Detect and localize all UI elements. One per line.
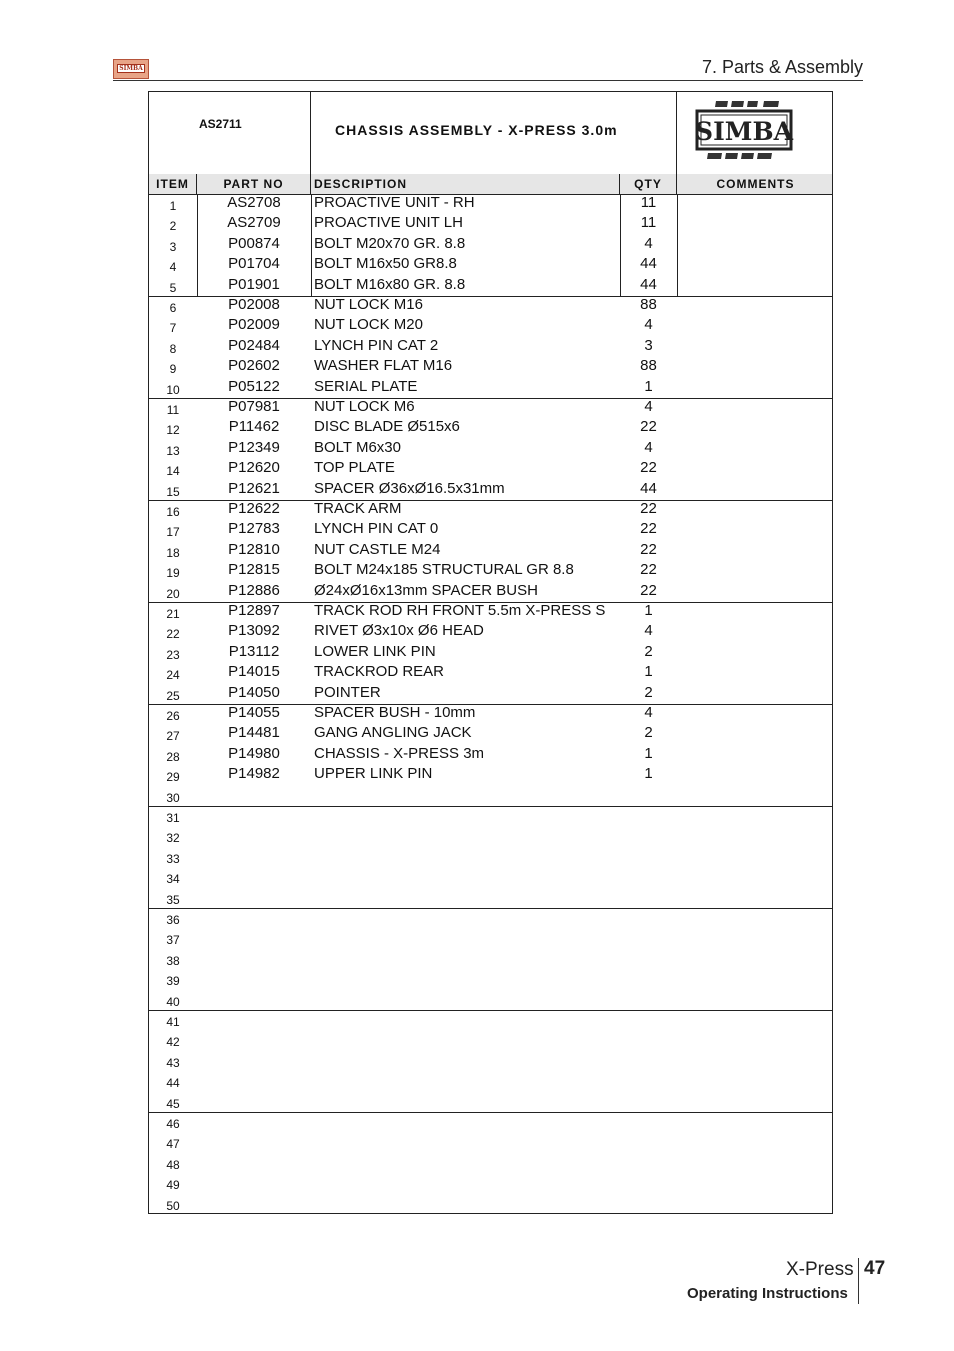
table-row xyxy=(149,1132,832,1152)
item-number: 30 xyxy=(166,790,180,805)
part-description: NUT CASTLE M24 xyxy=(314,540,441,558)
part-number: P11462 xyxy=(228,418,280,436)
header-rule xyxy=(113,80,863,81)
part-description xyxy=(314,1153,619,1173)
table-row xyxy=(149,439,832,459)
part-number: P07981 xyxy=(228,398,280,415)
table-row xyxy=(149,520,832,540)
table-row xyxy=(149,806,832,826)
table-row xyxy=(149,908,832,928)
quantity xyxy=(620,928,677,948)
item-number: 22 xyxy=(166,627,180,642)
part-description: BOLT M6x30 xyxy=(314,438,401,456)
quantity xyxy=(620,786,677,806)
table-row xyxy=(149,643,832,663)
part-description: TRACK ARM xyxy=(314,500,402,517)
part-number xyxy=(197,1173,311,1193)
table-row xyxy=(149,276,832,296)
quantity: 88 xyxy=(640,296,657,313)
quantity xyxy=(620,847,677,867)
part-number xyxy=(197,786,311,806)
assembly-number: AS2711 xyxy=(199,117,242,131)
item-number: 10 xyxy=(166,382,180,397)
part-number: P13092 xyxy=(228,622,280,640)
quantity: 3 xyxy=(644,336,653,354)
part-description: BOLT M16x50 GR8.8 xyxy=(314,255,457,273)
table-row xyxy=(149,235,832,255)
table-row xyxy=(149,1010,832,1030)
part-description: SERIAL PLATE xyxy=(314,377,418,395)
quantity: 2 xyxy=(644,642,653,660)
table-row xyxy=(149,1051,832,1071)
table-row xyxy=(149,969,832,989)
quantity: 22 xyxy=(640,500,657,517)
quantity: 1 xyxy=(644,602,653,619)
part-description: NUT LOCK M16 xyxy=(314,296,423,313)
table-row xyxy=(149,541,832,561)
part-number xyxy=(197,1132,311,1152)
table-row xyxy=(149,500,832,520)
parts-sheet xyxy=(148,91,833,1214)
table-row xyxy=(149,724,832,744)
table-row xyxy=(149,378,832,398)
table-row xyxy=(149,704,832,724)
table-row xyxy=(149,826,832,846)
item-number: 49 xyxy=(166,1178,180,1193)
header-logo-text: SIMBA xyxy=(117,64,145,73)
part-number: P12622 xyxy=(228,500,280,517)
part-description: BOLT M16x80 GR. 8.8 xyxy=(314,275,466,293)
part-number: P02484 xyxy=(228,336,280,354)
item-number: 20 xyxy=(166,586,180,601)
part-number xyxy=(197,1194,311,1214)
item-number: 23 xyxy=(166,647,180,662)
footer-product: X-Press xyxy=(786,1259,854,1280)
part-description xyxy=(314,1132,619,1152)
item-number: 4 xyxy=(169,260,177,275)
table-row xyxy=(149,684,832,704)
part-description: RIVET Ø3x10x Ø6 HEAD xyxy=(314,622,484,640)
item-number: 16 xyxy=(166,505,180,519)
table-row xyxy=(149,561,832,581)
assembly-title: CHASSIS ASSEMBLY - X-PRESS 3.0m xyxy=(335,122,618,138)
part-description: PROACTIVE UNIT LH xyxy=(314,214,463,232)
title-block xyxy=(149,92,832,175)
quantity xyxy=(620,1194,677,1214)
part-number: P02009 xyxy=(228,316,280,334)
part-description xyxy=(314,847,619,867)
part-number xyxy=(197,867,311,887)
quantity: 44 xyxy=(640,255,657,273)
item-number: 32 xyxy=(166,831,180,846)
part-number: AS2709 xyxy=(227,214,281,232)
table-row xyxy=(149,480,832,500)
quantity: 2 xyxy=(644,724,653,742)
quantity xyxy=(620,867,677,887)
table-row xyxy=(149,255,832,275)
quantity xyxy=(620,1071,677,1091)
table-row xyxy=(149,622,832,642)
table-row xyxy=(149,1092,832,1112)
item-number: 46 xyxy=(166,1117,180,1131)
quantity xyxy=(620,949,677,969)
table-row xyxy=(149,928,832,948)
table-row xyxy=(149,867,832,887)
part-description: POINTER xyxy=(314,683,381,701)
part-number xyxy=(197,1010,311,1030)
quantity xyxy=(620,908,677,928)
item-number: 19 xyxy=(166,566,180,581)
quantity xyxy=(620,990,677,1010)
part-description xyxy=(314,1194,619,1214)
part-description: NUT LOCK M6 xyxy=(314,398,415,415)
quantity xyxy=(620,1153,677,1173)
part-number xyxy=(197,1030,311,1050)
quantity xyxy=(620,1112,677,1132)
part-number: P12783 xyxy=(228,520,280,538)
part-number: P02602 xyxy=(228,357,280,375)
table-row xyxy=(149,398,832,418)
part-number: P02008 xyxy=(228,296,280,313)
part-description xyxy=(314,990,619,1010)
quantity xyxy=(620,806,677,826)
item-number: 36 xyxy=(166,913,180,927)
quantity: 44 xyxy=(640,275,657,293)
item-number: 40 xyxy=(166,994,180,1009)
page-number: 47 xyxy=(864,1258,886,1279)
quantity: 11 xyxy=(640,194,657,211)
part-description: DISC BLADE Ø515x6 xyxy=(314,418,460,436)
item-number: 2 xyxy=(169,219,177,234)
part-number: P01704 xyxy=(228,255,280,273)
quantity: 1 xyxy=(644,377,653,395)
quantity: 88 xyxy=(640,357,657,375)
part-description: BOLT M24x185 STRUCTURAL GR 8.8 xyxy=(314,561,574,579)
item-number: 8 xyxy=(169,341,177,356)
item-number: 17 xyxy=(166,525,180,540)
part-description: TRACK ROD RH FRONT 5.5m X-PRESS S xyxy=(314,602,606,619)
part-description xyxy=(314,826,619,846)
item-number: 35 xyxy=(166,892,180,907)
part-description xyxy=(314,969,619,989)
item-number: 38 xyxy=(166,953,180,968)
item-number: 45 xyxy=(166,1096,180,1111)
column-description: DESCRIPTION xyxy=(311,174,620,194)
quantity: 22 xyxy=(640,418,657,436)
item-number: 33 xyxy=(166,851,180,866)
column-item: ITEM xyxy=(149,174,197,194)
part-number: P14481 xyxy=(228,724,280,742)
item-number: 37 xyxy=(166,933,180,948)
table-row xyxy=(149,418,832,438)
part-description xyxy=(314,949,619,969)
assembly-title-cell xyxy=(311,92,677,174)
part-description xyxy=(314,928,619,948)
part-description xyxy=(314,806,619,826)
quantity: 1 xyxy=(644,765,653,783)
table-row xyxy=(149,1030,832,1050)
table-row xyxy=(149,1071,832,1091)
part-number xyxy=(197,990,311,1010)
item-number: 41 xyxy=(166,1015,180,1029)
part-number: P12621 xyxy=(228,479,280,497)
part-number: P12620 xyxy=(228,459,280,477)
column-qty: QTY xyxy=(620,174,677,194)
column-part-no: PART NO xyxy=(197,174,311,194)
part-description: SPACER BUSH - 10mm xyxy=(314,704,476,721)
part-description: BOLT M20x70 GR. 8.8 xyxy=(314,234,466,252)
part-number: P12897 xyxy=(228,602,280,619)
part-number: P05122 xyxy=(228,377,280,395)
part-description: NUT LOCK M20 xyxy=(314,316,423,334)
quantity: 1 xyxy=(644,744,653,762)
quantity: 22 xyxy=(640,581,657,599)
item-number: 39 xyxy=(166,974,180,989)
quantity: 22 xyxy=(640,540,657,558)
table-row xyxy=(149,459,832,479)
quantity: 4 xyxy=(644,398,653,415)
part-description xyxy=(314,1092,619,1112)
section-title: 7. Parts & Assembly xyxy=(701,57,863,77)
table-row xyxy=(149,949,832,969)
part-description xyxy=(314,888,619,908)
item-number: 1 xyxy=(169,199,177,213)
part-number: P14055 xyxy=(228,704,280,721)
quantity: 4 xyxy=(644,438,653,456)
part-number xyxy=(197,888,311,908)
brand-text: SIMBA xyxy=(695,117,793,146)
item-number: 21 xyxy=(166,607,180,621)
item-number: 28 xyxy=(166,749,180,764)
table-row xyxy=(149,602,832,622)
part-number xyxy=(197,826,311,846)
part-number: P14015 xyxy=(228,663,280,681)
table-row xyxy=(149,745,832,765)
header-logo xyxy=(113,59,149,79)
item-number: 13 xyxy=(166,443,180,458)
part-description xyxy=(314,908,619,928)
item-number: 15 xyxy=(166,484,180,499)
item-number: 44 xyxy=(166,1076,180,1091)
part-number xyxy=(197,969,311,989)
quantity xyxy=(620,1173,677,1193)
part-description xyxy=(314,786,619,806)
table-row xyxy=(149,214,832,234)
assembly-number-cell xyxy=(149,92,311,174)
part-number: P00874 xyxy=(228,234,280,252)
item-number: 24 xyxy=(166,668,180,683)
part-description: LYNCH PIN CAT 0 xyxy=(314,520,439,538)
part-number xyxy=(197,806,311,826)
table-row xyxy=(149,765,832,785)
quantity: 11 xyxy=(640,214,657,232)
item-number: 14 xyxy=(166,464,180,479)
quantity: 22 xyxy=(640,520,657,538)
item-number: 11 xyxy=(166,403,180,417)
part-description: SPACER Ø36xØ16.5x31mm xyxy=(314,479,505,497)
part-description: CHASSIS - X-PRESS 3m xyxy=(314,744,485,762)
quantity xyxy=(620,1030,677,1050)
item-number: 9 xyxy=(169,362,177,377)
quantity xyxy=(620,826,677,846)
quantity: 4 xyxy=(644,234,653,252)
table-row xyxy=(149,194,832,214)
item-number: 34 xyxy=(166,872,180,887)
item-number: 31 xyxy=(166,811,180,825)
part-description xyxy=(314,1010,619,1030)
part-description: WASHER FLAT M16 xyxy=(314,357,453,375)
quantity: 4 xyxy=(644,316,653,334)
column-comments: COMMENTS xyxy=(716,177,795,191)
table-row xyxy=(149,582,832,602)
part-description: LOWER LINK PIN xyxy=(314,642,436,660)
part-description xyxy=(314,1173,619,1193)
part-number xyxy=(197,847,311,867)
part-description: TRACKROD REAR xyxy=(314,663,445,681)
quantity xyxy=(620,969,677,989)
part-number xyxy=(197,1071,311,1091)
part-number: P12815 xyxy=(228,561,280,579)
quantity xyxy=(620,1051,677,1071)
part-description xyxy=(314,1071,619,1091)
quantity: 4 xyxy=(644,704,653,721)
table-row xyxy=(149,1194,832,1214)
quantity xyxy=(620,888,677,908)
table-row xyxy=(149,337,832,357)
item-number: 12 xyxy=(166,423,180,438)
table-row xyxy=(149,663,832,683)
part-number xyxy=(197,1153,311,1173)
quantity xyxy=(620,1132,677,1152)
part-description: PROACTIVE UNIT - RH xyxy=(314,194,475,211)
item-number: 5 xyxy=(169,280,177,295)
part-number: P14980 xyxy=(228,744,280,762)
part-number: P12349 xyxy=(228,438,280,456)
item-number: 6 xyxy=(169,301,177,315)
item-number: 26 xyxy=(166,709,180,723)
simba-logo xyxy=(694,99,794,163)
item-number: 27 xyxy=(166,729,180,744)
quantity: 22 xyxy=(640,459,657,477)
quantity: 22 xyxy=(640,561,657,579)
part-number: P12886 xyxy=(228,581,280,599)
item-number: 18 xyxy=(166,545,180,560)
part-description: LYNCH PIN CAT 2 xyxy=(314,336,439,354)
part-description xyxy=(314,1051,619,1071)
part-description xyxy=(314,1112,619,1132)
item-number: 3 xyxy=(169,239,177,254)
part-description: TOP PLATE xyxy=(314,459,395,477)
part-description xyxy=(314,867,619,887)
item-number: 50 xyxy=(166,1198,180,1213)
footer-subtitle: Operating Instructions xyxy=(687,1285,848,1302)
part-number: P14982 xyxy=(228,765,280,783)
column-header-row xyxy=(149,174,832,195)
part-number xyxy=(197,1092,311,1112)
item-number: 7 xyxy=(169,321,177,336)
footer-rule xyxy=(858,1258,859,1304)
quantity: 4 xyxy=(644,622,653,640)
part-number xyxy=(197,928,311,948)
part-description: UPPER LINK PIN xyxy=(314,765,433,783)
quantity xyxy=(620,1092,677,1112)
part-number: P12810 xyxy=(228,540,280,558)
table-row xyxy=(149,786,832,806)
table-row xyxy=(149,357,832,377)
table-row xyxy=(149,1112,832,1132)
table-row xyxy=(149,1153,832,1173)
item-number: 48 xyxy=(166,1157,180,1172)
table-row xyxy=(149,316,832,336)
quantity: 2 xyxy=(644,683,653,701)
item-number: 42 xyxy=(166,1035,180,1050)
quantity xyxy=(620,1010,677,1030)
part-number xyxy=(197,908,311,928)
table-row xyxy=(149,296,832,316)
part-description: GANG ANGLING JACK xyxy=(314,724,472,742)
item-number: 43 xyxy=(166,1055,180,1070)
quantity: 44 xyxy=(640,479,657,497)
item-number: 29 xyxy=(166,770,180,785)
part-number: P01901 xyxy=(228,275,280,293)
part-number xyxy=(197,1051,311,1071)
table-row xyxy=(149,1173,832,1193)
table-row xyxy=(149,990,832,1010)
part-number: P14050 xyxy=(228,683,280,701)
part-number xyxy=(197,1112,311,1132)
item-number: 25 xyxy=(166,688,180,703)
part-description xyxy=(314,1030,619,1050)
part-description: Ø24xØ16x13mm SPACER BUSH xyxy=(314,581,538,599)
part-number: P13112 xyxy=(228,642,280,660)
quantity: 1 xyxy=(644,663,653,681)
table-row xyxy=(149,847,832,867)
part-number xyxy=(197,949,311,969)
table-row xyxy=(149,888,832,908)
part-number: AS2708 xyxy=(227,194,281,211)
item-number: 47 xyxy=(166,1137,180,1152)
